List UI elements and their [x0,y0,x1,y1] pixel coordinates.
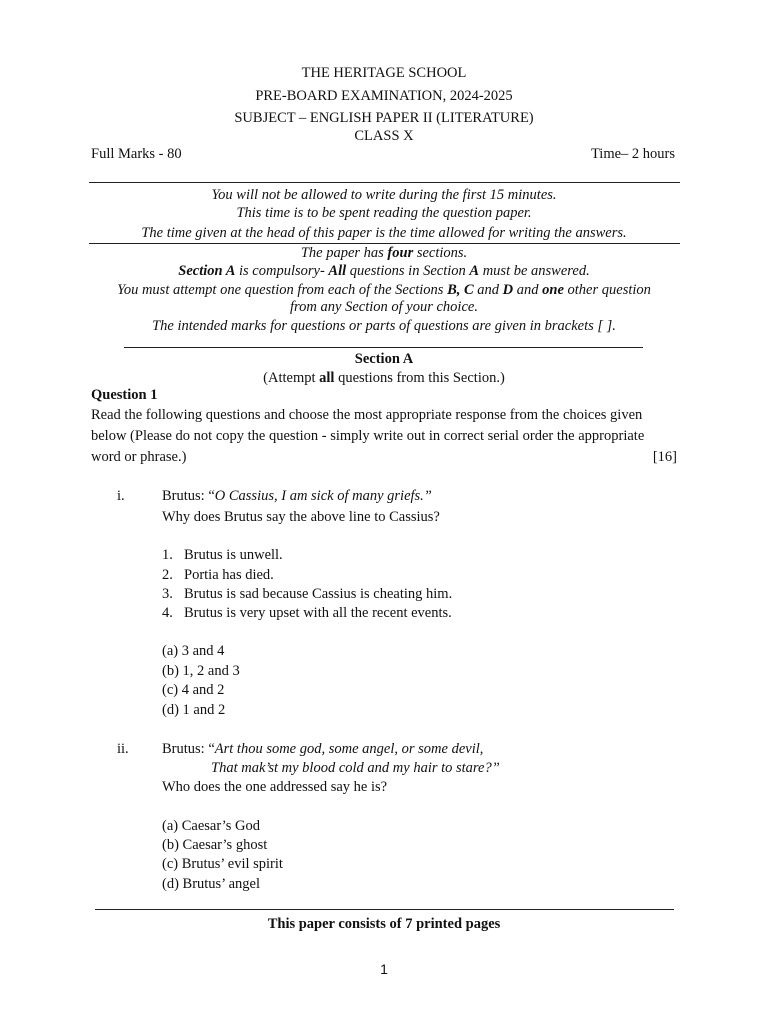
divider-footer [95,909,674,910]
subquestion-ii-question: Who does the one addressed say he is? [162,779,388,795]
statement-2-number: 2. [162,567,173,583]
statement-1-text: Brutus is unwell. [184,547,283,563]
subquestion-ii-option-c: (c) Brutus’ evil spirit [162,856,283,872]
instruction-line-6: You must attempt one question from each of the Sections B, C and D and one other question [117,282,651,298]
instruction-line-8: The intended marks for questions or parts of questions are given in brackets [ ]. [152,318,616,334]
statement-1-number: 1. [162,547,173,563]
full-marks: Full Marks - 80 [91,146,182,162]
divider-section [124,347,643,348]
instruction-line-7: from any Section of your choice. [290,299,478,315]
subquestion-i-option-b: (b) 1, 2 and 3 [162,663,240,679]
divider-middle [89,243,680,244]
subquestion-i-quote: Brutus: “O Cassius, I am sick of many griefs.” [162,488,432,504]
time-allowed: Time– 2 hours [590,146,675,162]
statement-4-number: 4. [162,605,173,621]
subquestion-ii-option-a: (a) Caesar’s God [162,818,260,834]
statement-3-text: Brutus is sad because Cassius is cheating him. [184,586,453,602]
school-name: THE HERITAGE SCHOOL [301,65,467,81]
instruction-line-3: The time given at the head of this paper is the time allowed for writing the answers. [141,225,627,241]
instruction-line-2: This time is to be spent reading the question paper. [236,205,532,221]
pages-note: This paper consists of 7 printed pages [267,916,501,932]
question-1-intro-line-1: Read the following questions and choose the most appropriate response from the choices given [91,407,643,423]
section-title: Section A [354,351,414,367]
page-number: 1 [380,961,388,977]
subquestion-i-question: Why does Brutus say the above line to Cassius? [162,509,440,525]
class-title: CLASS X [354,128,414,144]
instruction-line-1: You will not be allowed to write during the first 15 minutes. [211,187,557,203]
subquestion-ii-quote-line-1: Brutus: “Art thou some god, some angel, or some devil, [162,741,484,757]
instruction-line-5: Section A is compulsory- All questions in Section A must be answered. [178,263,590,279]
statement-2-text: Portia has died. [184,567,274,583]
divider-top [89,182,680,183]
subject-title: SUBJECT – ENGLISH PAPER II (LITERATURE) [234,110,534,126]
statement-3-number: 3. [162,586,173,602]
subquestion-i-option-d: (d) 1 and 2 [162,702,226,718]
subquestion-ii-quote-line-2: That mak’st my blood cold and my hair to stare?” [211,760,500,776]
question-1-intro-line-2: below (Please do not copy the question - simply write out in correct serial order the appropriate [91,428,645,444]
subquestion-ii-option-b: (b) Caesar’s ghost [162,837,268,853]
question-1-marks: [16] [652,449,677,465]
exam-title: PRE-BOARD EXAMINATION, 2024-2025 [255,88,513,104]
subquestion-i-option-a: (a) 3 and 4 [162,643,225,659]
subquestion-i-numeral: i. [117,488,125,504]
instruction-line-4: The paper has four sections. [300,245,468,261]
question-1-intro-line-3: word or phrase.) [91,449,187,465]
subquestion-ii-numeral: ii. [117,741,129,757]
section-subtitle: (Attempt all questions from this Section.) [263,370,505,386]
subquestion-i-option-c: (c) 4 and 2 [162,682,225,698]
subquestion-ii-option-d: (d) Brutus’ angel [162,876,260,892]
question-1-title: Question 1 [91,387,158,403]
statement-4-text: Brutus is very upset with all the recent events. [184,605,452,621]
